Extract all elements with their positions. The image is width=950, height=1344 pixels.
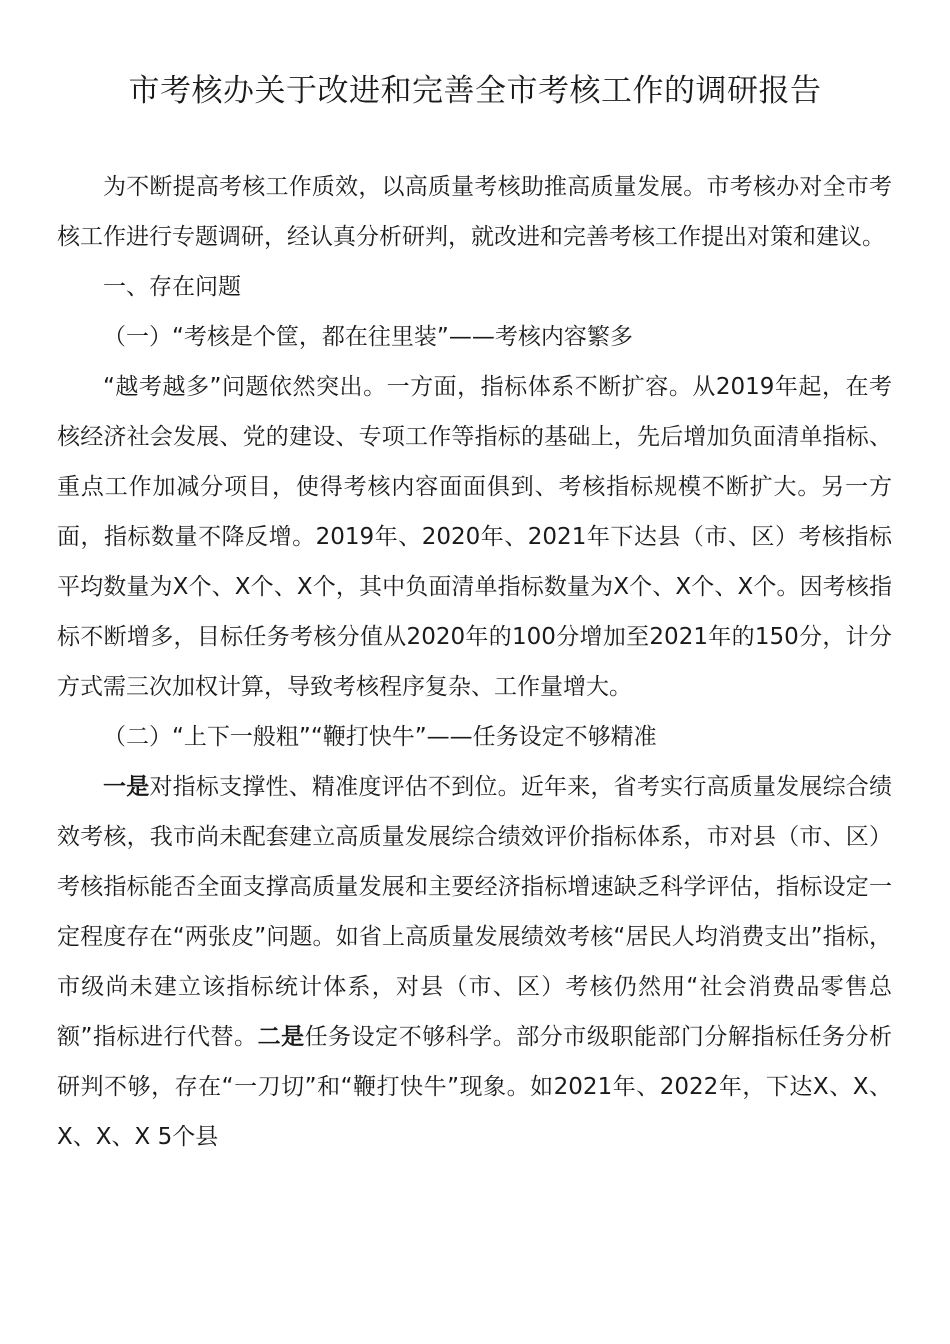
section-heading-problems: 一、存在问题 [103, 274, 241, 300]
subsection-2-text-second: 任务设定不够科学。部分市级职能部门分解指标任务分析研判不够，存在“一刀切”和“鞭打快牛”现象。如2021年、2022年，下达X、X、X、X、X 5个县 [57, 1024, 893, 1150]
document-body [57, 162, 892, 1162]
subsection-2-text-first: 对指标支撑性、精准度评估不到位。近年来，省考实行高质量发展综合绩效考核，我市尚未配套建立高质量发展综合绩效评价指标体系，市对县（市、区）考核指标能否全面支撑高质量发展和主要经济指标增速缺乏科学评估，指标设定一定程度存在“两张皮”问题。如省上高质量发展绩效考核“居民人均消费支出”指标，市级尚未建立该指标统计体系，对县（市、区）考核仍然用“社会消费品零售总额”指标进行代替。 [57, 774, 893, 1050]
document-title: 市考核办关于改进和完善全市考核工作的调研报告 [128, 73, 822, 109]
subsection-1-paragraph: “越考越多”问题依然突出。一方面，指标体系不断扩容。从2019年起，在考核经济社会发展、党的建设、专项工作等指标的基础上，先后增加负面清单指标、重点工作加减分项目，使得考核内容面面俱到、考核指标规模不断扩大。另一方面，指标数量不降反增。2019年、2020年、2021年下达县（市、区）考核指标平均数量为X个、X个、X个，其中负面清单指标数量为X个、X个、X个。因考核指标不断增多，目标任务考核分值从2020年的100分增加至2021年的150分，计分方式需三次加权计算，导致考核程序复杂、工作量增大。 [57, 374, 892, 700]
intro-paragraph: 为不断提高考核工作质效，以高质量考核助推高质量发展。市考核办对全市考核工作进行专题调研，经认真分析研判，就改进和完善考核工作提出对策和建议。 [57, 174, 892, 250]
lead-phrase-second: 二是 [257, 1024, 305, 1050]
subsection-heading-1: （一）“考核是个筐，都在往里装”——考核内容繁多 [103, 324, 633, 350]
subsection-2-paragraph [57, 762, 892, 1162]
lead-phrase-first: 一是 [103, 774, 150, 800]
subsection-heading-2: （二）“上下一般粗”“鞭打快牛”——任务设定不够精准 [103, 724, 657, 750]
